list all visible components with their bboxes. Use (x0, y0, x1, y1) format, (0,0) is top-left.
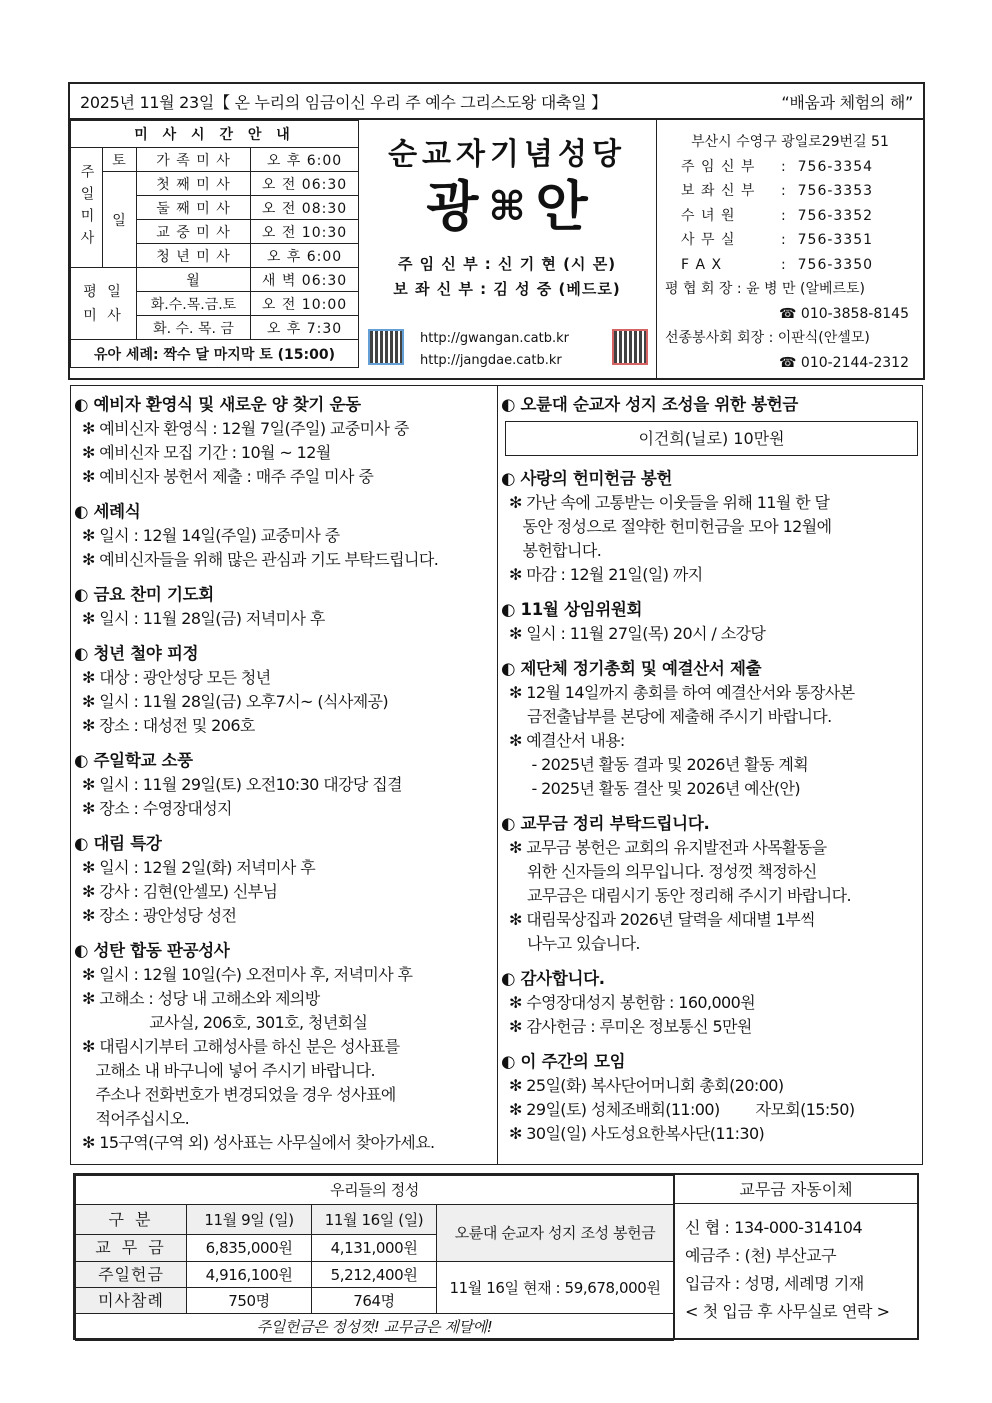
news-section (501, 657, 922, 801)
section-title: ◐ 이 주간의 모임 (501, 1052, 626, 1071)
website-link[interactable]: http://gwangan.catb.kr (420, 331, 569, 346)
section-line: 고해소 내 바구니에 넣어 주시기 바랍니다. (82, 1061, 375, 1080)
phone-icon: ☎ (779, 305, 797, 322)
church-emblem-icon: ⌘ (488, 184, 526, 230)
section-line: 동안 정성으로 절약한 헌미헌금을 모아 12월에 (509, 517, 832, 536)
section-line: ✻ 29일(토) 성체조배회(11:00) 자모회(15:50) (509, 1100, 855, 1119)
section-line: ✻ 예비신자 모집 기간 : 10월 ~ 12월 (82, 443, 331, 462)
contact-label: 보 좌 신 부 (681, 183, 756, 199)
council-phone: 010-3858-8145 (800, 305, 909, 322)
mass-time: 새 벽 06:30 (251, 268, 359, 292)
news-section (74, 832, 497, 928)
section-title: ◐ 성탄 합동 판공성사 (74, 941, 230, 960)
row-label: 교 무 금 (76, 1235, 187, 1262)
section-line: ✻ 장소 : 대성전 및 206호 (82, 716, 255, 735)
address: 부산시 수영구 광일로29번길 51 (691, 134, 889, 150)
section-line: ✻ 25일(화) 복사단어머니회 총회(20:00) (509, 1076, 784, 1095)
section-line: ✻ 15구역(구역 외) 성사표는 사무실에서 찾아가세요. (82, 1133, 435, 1152)
news-section (74, 500, 497, 572)
auto-transfer-line: 신 협 : 134-000-314104 (685, 1218, 863, 1237)
section-title: ◐ 11월 상임위원회 (501, 600, 643, 619)
infant-baptism-note: 유아 세례: 짝수 달 마지막 토 (15:00) (71, 340, 359, 368)
section-line: 봉헌합니다. (509, 541, 602, 560)
weekday-mass-label: 평 일 미 사 (71, 268, 137, 340)
mass-name: 청 년 미 사 (137, 244, 251, 268)
top-section (68, 118, 925, 380)
section-line: ✻ 일시 : 11월 28일(금) 오후7시~ (식사제공) (82, 692, 389, 711)
auto-transfer-line: < 첫 입금 후 사무실로 연락 > (685, 1302, 890, 1321)
section-line: ✻ 일시 : 12월 10일(수) 오전미사 후, 저녁미사 후 (82, 965, 413, 984)
auto-transfer-line: 예금주 : (천) 부산교구 (685, 1246, 837, 1265)
section-line: 적어주십시오. (82, 1109, 190, 1128)
col-header: 구 분 (76, 1205, 187, 1235)
section-line: ✻ 장소 : 광안성당 성전 (82, 906, 237, 925)
section-line: 교무금은 대림시기 동안 정리해 주시기 바랍니다. (509, 886, 851, 905)
value-cell: 5,212,400원 (312, 1262, 437, 1288)
mass-time: 오 전 08:30 (251, 196, 359, 220)
contact-phone: 756-3351 (797, 232, 874, 248)
section-title: ◐ 교무금 정리 부탁드립니다. (501, 814, 710, 833)
news-section (74, 583, 497, 631)
section-line: ✻ 30일(일) 사도성요한복사단(11:30) (509, 1124, 765, 1143)
offerings-title: 우리들의 정성 (76, 1176, 674, 1205)
section-line: 교사실, 206호, 301호, 청년회실 (82, 1013, 368, 1032)
website-link[interactable]: http://jangdae.catb.kr (420, 353, 562, 368)
date-header: 11월 9일 (일) (187, 1205, 312, 1235)
offerings-footer: 주일헌금은 정성껏! 교무금은 제달에! (76, 1314, 674, 1341)
contact-phone: 756-3350 (797, 256, 874, 273)
section-line: ✻ 일시 : 11월 27일(목) 20시 / 소강당 (509, 624, 766, 643)
mass-time: 오 후 6:00 (251, 244, 359, 268)
contacts: 부산시 수영구 광일로29번길 51 주 임 신 부 : 756-3354 보 좌 신 부 : 756-3353 수 녀 원 : 756-3352 사 무 실 : 756-3351 F A X : 756-3350 평 협 회 장 : 윤 병 만 (알베르토) ☎ 010-3858-8145 선종봉사회 회장 : 이판식(안셀모) ☎ 010-2144-2312 (656, 120, 923, 378)
contact-phone: 756-3352 (797, 207, 874, 224)
date-header: 11월 16일 (일) (312, 1205, 437, 1235)
mass-time: 오 후 6:00 (251, 148, 359, 172)
row-label: 주일헌금 (76, 1262, 187, 1288)
section-title: ◐ 청년 철야 피정 (74, 644, 199, 663)
church-subtitle: 순교자기념성당 (388, 137, 626, 172)
church-name-left: 광 (426, 175, 479, 238)
section-line: ✻ 장소 : 수영장대성지 (82, 799, 232, 818)
news-section (501, 393, 922, 456)
section-line: ✻ 예비신자들을 위해 많은 관심과 기도 부탁드립니다. (82, 550, 439, 569)
phone-icon: ☎ (779, 354, 797, 371)
news-section (501, 812, 922, 956)
section-line: ✻ 예비신자 환영식 : 12월 7일(주일) 교중미사 중 (82, 419, 409, 438)
donor-box: 이건희(닐로) 10만원 (505, 421, 918, 456)
mass-name: 가 족 미 사 (137, 148, 251, 172)
section-line: ✻ 가난 속에 고통받는 이웃들을 위해 11월 한 달 (509, 493, 830, 512)
section-line: ✻ 강사 : 김현(안셀모) 신부님 (82, 882, 278, 901)
offerings-table (75, 1175, 674, 1341)
qr-code-icon[interactable] (368, 329, 404, 365)
year-motto: “배움과 체험의 해” (781, 93, 913, 112)
section-line: ✻ 대상 : 광안성당 모든 청년 (82, 668, 271, 687)
mass-time: 오 후 7:30 (251, 316, 359, 340)
section-title: ◐ 대림 특강 (74, 834, 162, 853)
bulletin-header (68, 82, 925, 119)
auto-transfer (673, 1175, 917, 1338)
value-cell: 6,835,000원 (187, 1235, 312, 1262)
news-section (501, 967, 922, 1039)
value-cell: 750명 (187, 1288, 312, 1314)
contact-label: 주 임 신 부 (681, 158, 756, 175)
mass-name: 월 (137, 268, 251, 292)
auto-transfer-title: 교무금 자동이체 (675, 1175, 917, 1204)
section-title: ◐ 금요 찬미 기도회 (74, 585, 214, 604)
section-line: 주소나 전화번호가 변경되었을 경우 성사표에 (82, 1085, 396, 1104)
section-line: ✻ 고해소 : 성당 내 고해소와 제의방 (82, 989, 320, 1008)
mass-time: 오 전 06:30 (251, 172, 359, 196)
section-line: 나누고 있습니다. (509, 934, 640, 953)
section-line: ✻ 일시 : 11월 28일(금) 저녁미사 후 (82, 609, 325, 628)
section-title: ◐ 세례식 (74, 502, 141, 521)
news-section (501, 598, 922, 646)
section-line: ✻ 대림시기부터 고해성사를 하신 분은 성사표를 (82, 1037, 400, 1056)
section-line: ✻ 일시 : 12월 14일(주일) 교중미사 중 (82, 526, 340, 545)
mass-schedule-table (70, 120, 359, 368)
section-line: ✻ 일시 : 12월 2일(화) 저녁미사 후 (82, 858, 316, 877)
section-line: 위한 신자들의 의무입니다. 정성껏 책정하신 (509, 862, 817, 881)
section-title: ◐ 오륜대 순교자 성지 조성을 위한 봉헌금 (501, 395, 798, 414)
contact-label: 사 무 실 (681, 232, 736, 248)
mass-name: 교 중 미 사 (137, 220, 251, 244)
church-name-right: 안 (535, 175, 588, 238)
news-section (74, 393, 497, 489)
left-news-column (70, 385, 498, 1165)
section-line: ✻ 교무금 봉헌은 교회의 유지발전과 사목활동을 (509, 838, 827, 857)
mass-time: 오 전 10:00 (251, 292, 359, 316)
funeral-service-president: 선종봉사회 회장 : 이판식(안셀모) (665, 330, 870, 346)
fund-label: 오륜대 순교자 성지 조성 봉헌금 (437, 1205, 674, 1262)
value-cell: 764명 (312, 1288, 437, 1314)
section-title: ◐ 주일학교 소풍 (74, 751, 193, 770)
section-line: - 2025년 활동 결산 및 2026년 예산(안) (509, 779, 801, 798)
right-news-column (497, 385, 923, 1165)
pastor-name: 주 임 신 부 : 신 기 현 (시 몬) (397, 255, 617, 273)
fund-total: 11월 16일 현재 : 59,678,000원 (437, 1262, 674, 1314)
funeral-service-phone: 010-2144-2312 (800, 354, 909, 371)
church-identity (358, 120, 656, 378)
news-section (501, 467, 922, 587)
assistant-pastor-name: 보 좌 신 부 : 김 성 중 (베드로) (393, 280, 621, 298)
mass-name: 첫 째 미 사 (137, 172, 251, 196)
sunday-label: 일 (103, 172, 137, 268)
mass-name: 화. 수. 목. 금 (137, 316, 251, 340)
mass-name: 둘 째 미 사 (137, 196, 251, 220)
section-line: - 2025년 활동 결과 및 2026년 활동 계획 (509, 755, 809, 774)
sunday-mass-label: 주일미사 (71, 148, 103, 268)
contact-label: F A X (681, 256, 723, 273)
section-title: ◐ 예비자 환영식 및 새로운 양 찾기 운동 (74, 395, 361, 414)
value-cell: 4,131,000원 (312, 1235, 437, 1262)
contact-phone: 756-3353 (797, 183, 874, 199)
section-title: ◐ 사랑의 헌미헌금 봉헌 (501, 469, 673, 488)
section-line: ✻ 대림묵상집과 2026년 달력을 세대별 1부씩 (509, 910, 815, 929)
section-title: ◐ 감사합니다. (501, 969, 605, 988)
mass-name: 화.수.목.금.토 (137, 292, 251, 316)
news-section (74, 939, 497, 1155)
section-line: 금전출납부를 본당에 제출해 주시기 바랍니다. (509, 707, 832, 726)
contact-label: 수 녀 원 (681, 207, 736, 224)
qr-code-icon[interactable] (612, 329, 648, 365)
section-line: ✻ 일시 : 11월 29일(토) 오전10:30 대강당 집결 (82, 775, 402, 794)
saturday-label: 토 (103, 148, 137, 172)
news-section (74, 749, 497, 821)
mass-schedule-title: 미 사 시 간 안 내 (71, 121, 359, 148)
section-line: ✻ 마감 : 12월 21일(일) 까지 (509, 565, 703, 584)
offerings-section (73, 1173, 919, 1340)
section-line: ✻ 12월 14일까지 총회를 하여 예결산서와 통장사본 (509, 683, 855, 702)
value-cell: 4,916,100원 (187, 1262, 312, 1288)
news-section (74, 642, 497, 738)
date-title: 2025년 11월 23일【 온 누리의 임금이신 우리 주 예수 그리스도왕 대축일 】 (80, 93, 607, 112)
section-line: ✻ 수영장대성지 봉헌함 : 160,000원 (509, 993, 756, 1012)
contact-phone: 756-3354 (797, 158, 874, 175)
auto-transfer-line: 입금자 : 성명, 세례명 기재 (685, 1274, 864, 1293)
section-line: ✻ 감사헌금 : 루미온 정보통신 5만원 (509, 1017, 752, 1036)
section-line: ✻ 예비신자 봉헌서 제출 : 매주 주일 미사 중 (82, 467, 374, 486)
news-section (501, 1050, 922, 1146)
mass-time: 오 전 10:30 (251, 220, 359, 244)
section-title: ◐ 제단체 정기총회 및 예결산서 제출 (501, 659, 762, 678)
row-label: 미사참례 (76, 1288, 187, 1314)
council-president: 평 협 회 장 : 윤 병 만 (알베르토) (665, 281, 866, 297)
section-line: ✻ 예결산서 내용: (509, 731, 625, 750)
